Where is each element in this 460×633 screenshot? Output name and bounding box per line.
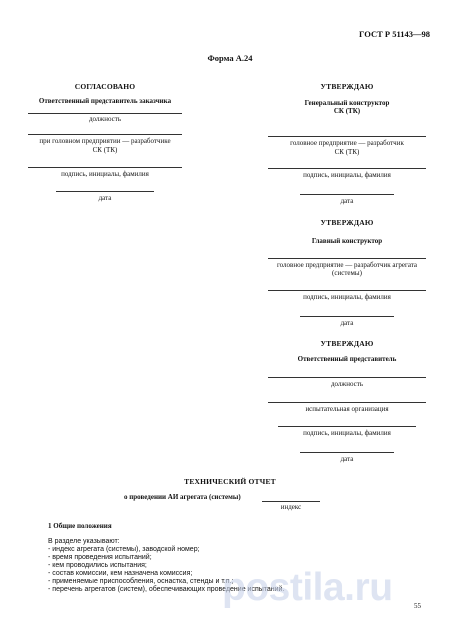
- watermark-logo: postila.ru: [222, 566, 393, 609]
- organization-caption-2: СК (ТК): [92, 146, 118, 154]
- general-designer-sk: СК (ТК): [333, 107, 361, 115]
- customer-rep-title: Ответственный представитель заказчика: [38, 97, 172, 105]
- date-line-3: [300, 452, 394, 453]
- list-item: - состав комиссии, кем назначена комиссия;: [48, 570, 193, 577]
- page-number: 55: [414, 602, 421, 610]
- date-caption: дата: [98, 194, 112, 202]
- position-line-3: [268, 377, 426, 378]
- list-item: - кем проводились испытания;: [48, 562, 147, 569]
- index-caption: индекс: [280, 503, 302, 511]
- report-subtitle: о проведении АИ агрегата (системы): [124, 493, 241, 501]
- organization-caption-3: испытательная организация: [305, 405, 389, 413]
- list-item: - индекс агрегата (системы), заводской номер;: [48, 546, 200, 553]
- standard-number: ГОСТ Р 51143—98: [359, 29, 430, 39]
- signature-line: [28, 167, 182, 168]
- organization-line-1: [268, 136, 426, 137]
- section-intro: В разделе указывают:: [48, 538, 120, 545]
- agreed-title: СОГЛАСОВАНО: [74, 82, 136, 91]
- approve-title-3: УТВЕРЖДАЮ: [320, 339, 374, 348]
- signature-caption: подпись, инициалы, фамилия: [61, 170, 149, 178]
- index-line: [262, 501, 320, 502]
- organization-caption-1b: СК (ТК): [334, 148, 360, 156]
- form-number: Форма А.24: [207, 53, 253, 63]
- general-designer-title: Генеральный конструктор: [304, 99, 390, 107]
- list-item: - перечень агрегатов (систем), обеспечивающих проведение испытаний.: [48, 586, 285, 593]
- date-caption-3: дата: [340, 455, 354, 463]
- date-line-2: [300, 316, 394, 317]
- signature-caption-2: подпись, инициалы, фамилия: [303, 293, 391, 301]
- responsible-rep-title: Ответственный представитель: [297, 355, 397, 363]
- list-item: - время проведения испытаний;: [48, 554, 152, 561]
- report-title: ТЕХНИЧЕСКИЙ ОТЧЕТ: [184, 477, 276, 486]
- organization-line: [28, 134, 182, 135]
- date-caption-1: дата: [340, 197, 354, 205]
- organization-caption-1: головное предприятие — разработчик: [290, 139, 404, 147]
- signature-caption-3: подпись, инициалы, фамилия: [303, 429, 391, 437]
- signature-line-3: [278, 426, 416, 427]
- section-heading: 1 Общие положения: [48, 522, 112, 530]
- position-caption-3: должность: [330, 380, 364, 388]
- position-caption: должность: [88, 115, 122, 123]
- signature-caption-1: подпись, инициалы, фамилия: [303, 171, 391, 179]
- date-line: [56, 191, 154, 192]
- chief-designer-title: Главный конструктор: [311, 237, 383, 245]
- position-line: [28, 113, 182, 114]
- signature-line-2: [268, 290, 426, 291]
- organization-line-2: [268, 258, 426, 259]
- organization-caption-2a: головное предприятие — разработчик агрегата: [276, 261, 418, 269]
- approve-title-2: УТВЕРЖДАЮ: [320, 218, 374, 227]
- organization-caption: при головном предприятии — разработчике: [39, 137, 171, 145]
- organization-caption-2b: (системы): [332, 269, 362, 277]
- list-item: - применяемые приспособления, оснастка, стенды и т.п.;: [48, 578, 234, 585]
- organization-line-3: [268, 402, 426, 403]
- date-caption-2: дата: [340, 319, 354, 327]
- approve-title-1: УТВЕРЖДАЮ: [320, 82, 374, 91]
- signature-line-1: [268, 168, 426, 169]
- date-line-1: [300, 194, 394, 195]
